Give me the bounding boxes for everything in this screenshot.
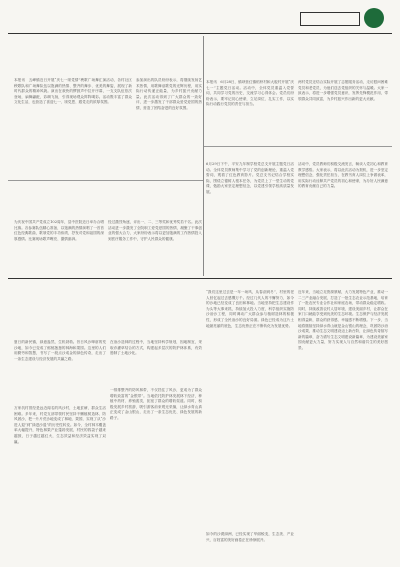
article3-body: 6月29日下午，平安九年制学校党总支开展主题党日活动。全体党员教师集中学习了党的创新理论，重温入党誓词，观看了红色教育影片。党总支书记结合学校实际，围绕立德树人根本任务，为党员上了一堂生动的党课，勉励大家坚定理想信念，以党建引领学校高质量发展。 [206,162,294,194]
article5-body-col2: 一排排整齐的防风林带，不仅挡住了风沙，更成为了群众增收致富的“金银带”。当地依托防护林发展林下经济，种植中药材、养殖禽类，拓宽了群众的增收渠道。同时，积极发展乡村旅游，吸引游客前来观光采摘，让绿水青山真正变成了金山银山，走出了一条生态优先、绿色发展的新路子。 [110,388,202,420]
article5-body-col1: 万家坑村曾经是远近闻名的风沙村，土地贫瘠，群众生活困难。多年来，村党支部带领村民坚持不懈植树造林、防风固沙，把一片片荒沙地变成了林地、果园，实现了从“沙进人退”到“绿进沙退”的历史性转变。如今，全村林木覆盖率大幅提升，特色林果产业蓬勃发展，村民的钱袋子越来越鼓，日子越过越红火，生态效益和经济效益实现了双赢。 [14,406,106,444]
section-rule [8,278,392,279]
section-rule [8,180,203,181]
masthead-rule [8,33,392,34]
section-label [300,12,360,26]
article5-body-col4: 近年来，当地立足资源禀赋，大力发展特色产业，推动一二三产业融合发展，打造了一批生态农业示范基地，培育了一批农民专业合作社和家庭农场，带动群众稳定增收。同时，持续改善农村人居环境，建设美丽乡村，让群众在家门口就能享受到优美的生态环境。生态保护与经济发展相得益彰，群众的获得感、幸福感不断增强。下一步，当地将继续坚持绿水青山就是金山银山的理念，巩固防沙治沙成果，推动生态文明建设迈上新台阶，让绿色传奇续写新的篇章，奋力谱写生态文明建设新篇章，为建设美丽家园贡献更大力量，努力实现人与自然和谐共生的美好愿景。 [298,290,388,350]
masthead [0,0,400,34]
article2-body: 本报讯 6月28日，镇坝营红镇稻虾村和大板村开展“庆七一”主题党日活动。活动中，全体党员重温入党誓词，共同学习党的历史，交流学习心得体会。党员们纷纷表示，要牢记初心使命，立足岗位、扎实工作，以实际行动践行党员的责任与担当。 [206,80,294,107]
article3-body-col2: 活动中，党员教师们积极交流发言，畅谈入党初心和教育教学感悟。大家表示，将以此次活动为契机，进一步坚定理想信念，强化责任担当，在教书育人岗位上争做表率，用实际行动诠释共产党员的初心和使命，为办好人民满意的教育贡献自己的力量。 [298,162,388,189]
section-rule [204,146,392,147]
article4-body: 为庆祝中国共产党成立102周年，县中医院近日举办合唱比赛。各参赛队伍精心准备，以饱满的热情演唱了一首首红色经典歌曲，歌颂党的丰功伟绩，抒发对党和祖国的深厚感情。比赛现场歌声嘹亮、激情澎湃。 [14,220,104,241]
article2-body-col2: 两村党员还结合实际开展了志愿服务活动，走访慰问困难党员和老党员，为他们送去党组织的关怀与温暖。大家一致表示，将进一步增强党员意识，发挥先锋模范作用，带领群众共同致富，为乡村振兴作出新的更大贡献。 [298,80,388,101]
article5-body-intro: 夏日的新民镇，绿意盎然，生机勃勃。昔日风沙肆虐的荒沙地，如今已变成了郁郁葱葱的林海和果园。这里的人们用勤劳和智慧，书写了一段点沙成金的绿色传奇，走出了一条生态建设与经济发展的共赢之路。 [14,340,106,361]
column-rule [203,36,204,276]
article1-body: 本报讯 五峰镇近日开展“庆七一颂党情”秧歌广场舞汇演活动，各村社区秧歌队和广场舞队伍以饱满的热情、整齐的舞步、优美的舞姿，展现了新时代群众的精神风貌。演出在欢快的锣鼓声中拉开序幕，一支支队伍依次登场，扇舞翩跹，彩绸飞扬，引得现场观众阵阵喝彩。活动既丰富了群众文化生活，也营造了喜迎七一、颂党恩、跟党走的浓厚氛围。 [14,78,132,105]
article4-body-col2: 经过激烈角逐，评出一、二、三等奖和优秀奖若干名。此次活动进一步激发了全院职工爱党爱国的热情，凝聚了干事创业的强大合力，大家纷纷表示将以更加饱满的工作热情投入到医疗服务工作中，守护人民群众的健康。 [108,220,202,241]
article1-body-col2: 参加演出的队员纷纷表示，将继续发扬艺术热情，用歌舞讴歌党的光辉历程，用实际行动传递正能量，为乡村振兴贡献力量。此次活动得到了广大群众的一致好评，进一步激发了干部群众爱党爱国的热情，营造了团结奋进的良好氛围。 [136,78,202,110]
page-number-badge [364,8,384,28]
article5-body-col2-top: 在治沙造林的过程中，当地坚持科学规划，因地制宜，采取乔灌草结合的方式，构建起多层次的防护林体系，有效遏制了土地沙化。 [110,340,202,356]
article5-body-col3: “我们这里过去是一年一场风，从春刮到冬”，村里的老人回忆起过去感慨万千。经过几代人的不懈努力，如今的沙地已经变成了良田和林地。当地坚持把生态建设作为头等大事来抓，持续加大投入力度，科学组织实施防沙治沙工程，同时调动广大群众参与植树造林的积极性，形成了全民治沙的良好局面。绿色已经成为这片土地最亮丽的底色，生态优势正在不断转化为发展优势。 [206,290,294,328]
article5-body-col3-bottom: 如今的沙漠绿洲，已经实现了华丽蜕变，生态美、产业兴、百姓富的美好画卷正在徐徐展开。 [206,532,294,542]
